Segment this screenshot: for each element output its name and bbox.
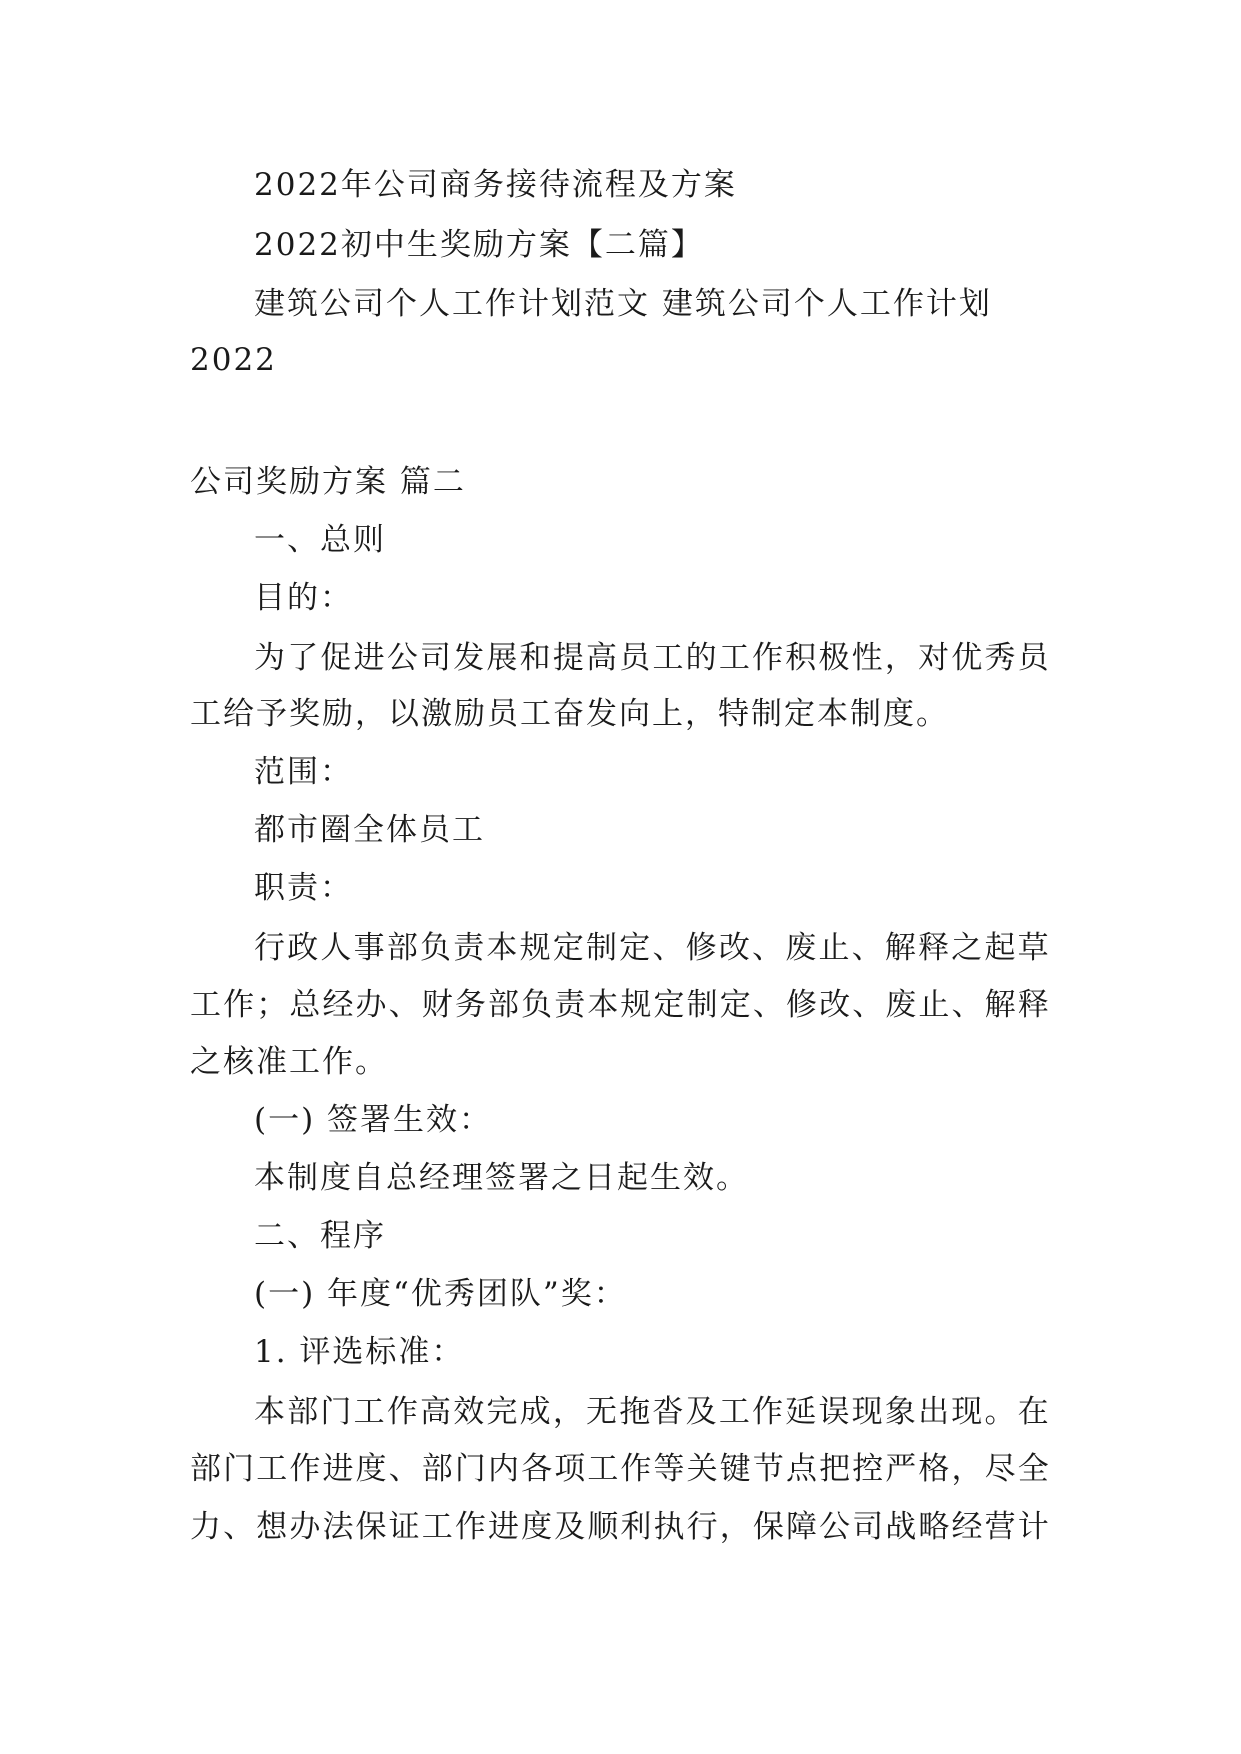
label-purpose: 目的： [254,580,353,616]
paragraph-line: 工给予奖励，以激励员工奋发向上，特制定本制度。 [190,696,949,732]
paragraph-line: 工 作 ； 总 经 办 、 财 务 部 负 责 本 规 定 制 定 、 修 改 、 废 止 、 解 释 [190,987,1049,1023]
label-duties: 职责： [254,870,353,906]
heading-general: 一、总则 [254,522,386,558]
paragraph-line: 本 部 门 工 作 高 效 完 成 ， 无 拖 沓 及 工 作 延 误 现 象 出 现 。 在 [254,1394,1049,1430]
subheading-team-award: (一) 年度“优秀团队”奖： [254,1276,627,1312]
paragraph-line: 为 了 促 进 公 司 发 展 和 提 高 员 工 的 工 作 积 极 性 ， 对 优 秀 员 [254,640,1049,676]
paragraph-line: 行 政 人 事 部 负 责 本 规 定 制 定 、 修 改 、 废 止 、 解 释 之 起 草 [254,930,1049,966]
paragraph-line: 都市圈全体员工 [254,812,485,848]
heading-procedure: 二、程序 [254,1218,386,1254]
label-scope: 范围： [254,754,353,790]
paragraph-line: 力 、 想 办 法 保 证 工 作 进 度 及 顺 利 执 行 ， 保 障 公 司 战 略 经 营 计 [190,1509,1049,1545]
paragraph-line: 之核准工作。 [190,1044,388,1080]
subheading-criteria: 1. 评选标准： [254,1334,465,1370]
related-link-3[interactable]: 建筑公司个人工作计划范文 建筑公司个人工作计划 [254,286,992,322]
related-link-1[interactable]: 2022年公司商务接待流程及方案 [254,167,737,203]
paragraph-line: 本制度自总经理签署之日起生效。 [254,1160,749,1196]
subheading-sign-effective: (一) 签署生效： [254,1102,493,1138]
section-title: 公司奖励方案 篇二 [190,464,466,500]
related-link-2[interactable]: 2022初中生奖励方案【二篇】 [254,227,704,263]
paragraph-line: 部 门 工 作 进 度 、 部 门 内 各 项 工 作 等 关 键 节 点 把 控 严 格 ， 尽 全 [190,1451,1049,1487]
related-link-3-continued[interactable]: 2022 [190,342,277,378]
